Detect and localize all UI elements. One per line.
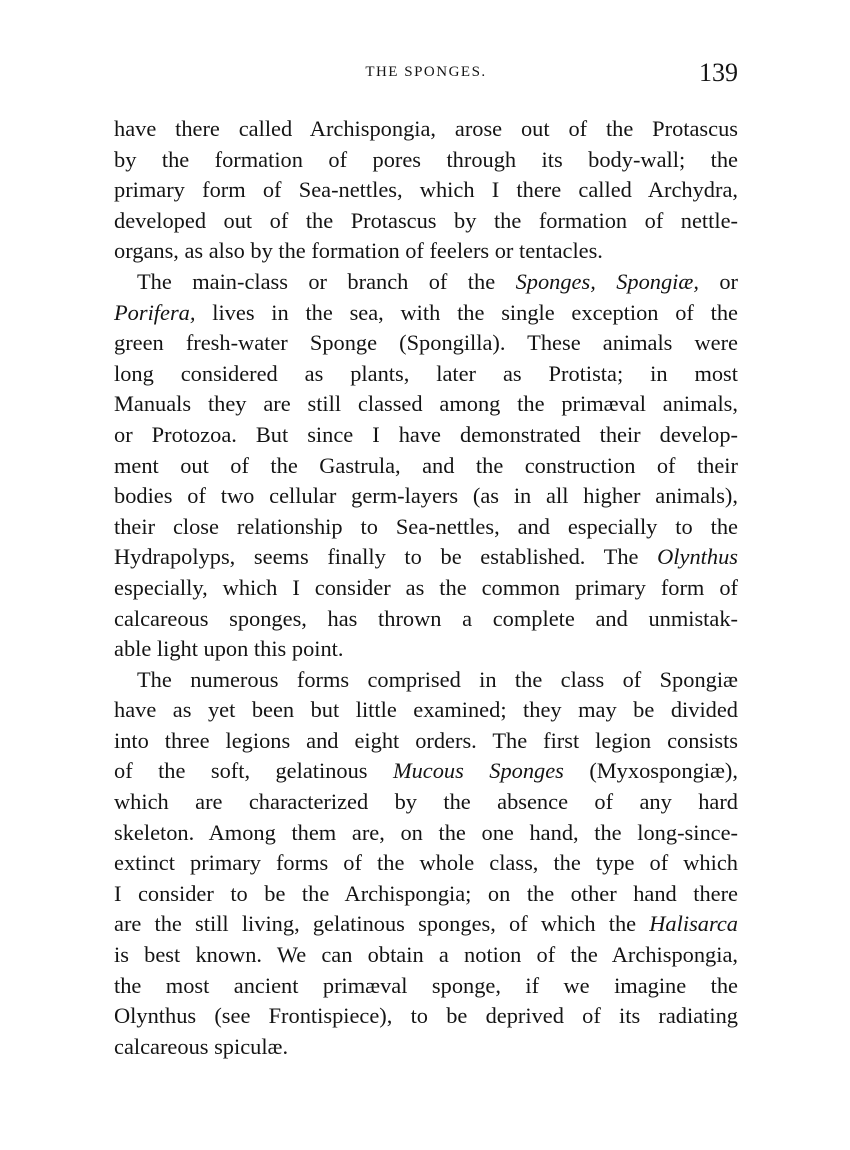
text-line: calcareous spiculæ. [114, 1033, 289, 1059]
text-line: skeleton. Among them are, on the one hand, the long-since- [114, 819, 738, 845]
book-page [114, 58, 738, 1062]
text-line: is best known. We can obtain a notion of the Archispongia, [114, 942, 738, 968]
text-line: green fresh-water Sponge (Spongilla). These animals were [114, 330, 738, 356]
text-line: especially, which I consider as the common primary form of [114, 574, 738, 600]
text-line: have as yet been but little examined; they may be divided [114, 697, 738, 723]
text-line: organs, as also by the formation of feelers or tentacles. [114, 238, 603, 264]
text-line: have there called Archispongia, arose out of the Protascus [114, 116, 738, 141]
paragraph-2 [114, 267, 738, 665]
paragraph-3 [114, 665, 738, 1063]
body-text [114, 114, 738, 1062]
text-line: able light upon this point. [114, 636, 344, 662]
text-line: are the still living, gelatinous sponges, of which the Halisarca [114, 911, 738, 937]
text-line: Hydrapolyps, seems finally to be established. The Olynthus [114, 544, 738, 570]
running-head: THE SPONGES. [365, 64, 487, 80]
page-number: 139 [699, 58, 738, 87]
text-line: ment out of the Gastrula, and the construction of their [114, 452, 738, 478]
text-line: of the soft, gelatinous Mucous Sponges (Myxospongiæ), [114, 758, 738, 784]
text-line: long considered as plants, later as Protista; in most [114, 360, 738, 386]
text-line: primary form of Sea-nettles, which I there called Archydra, [114, 177, 738, 203]
text-line: their close relationship to Sea-nettles, and especially to the [114, 513, 738, 539]
text-line: into three legions and eight orders. The first legion consists [114, 727, 738, 753]
text-line: developed out of the Protascus by the formation of nettle- [114, 207, 738, 233]
text-line: calcareous sponges, has thrown a complete and unmistak- [114, 605, 738, 631]
text-line: extinct primary forms of the whole class, the type of which [114, 850, 738, 876]
text-line: Manuals they are still classed among the primæval animals, [114, 391, 738, 417]
paragraph-1 [114, 114, 738, 267]
text-line: Porifera, lives in the sea, with the single exception of the [114, 299, 738, 325]
text-line: The numerous forms comprised in the class of Spongiæ [137, 666, 738, 692]
text-line: or Protozoa. But since I have demonstrated their develop- [114, 421, 738, 447]
text-line: the most ancient primæval sponge, if we imagine the [114, 972, 738, 998]
text-line: I consider to be the Archispongia; on the other hand there [114, 880, 738, 906]
text-line: The main-class or branch of the Sponges, Spongiæ, or [137, 268, 738, 294]
text-line: Olynthus (see Frontispiece), to be deprived of its radiating [114, 1003, 738, 1029]
text-line: by the formation of pores through its body-wall; the [114, 146, 738, 172]
text-line: which are characterized by the absence of any hard [114, 789, 738, 815]
page-header [114, 58, 738, 92]
text-line: bodies of two cellular germ-layers (as in all higher animals), [114, 483, 738, 509]
